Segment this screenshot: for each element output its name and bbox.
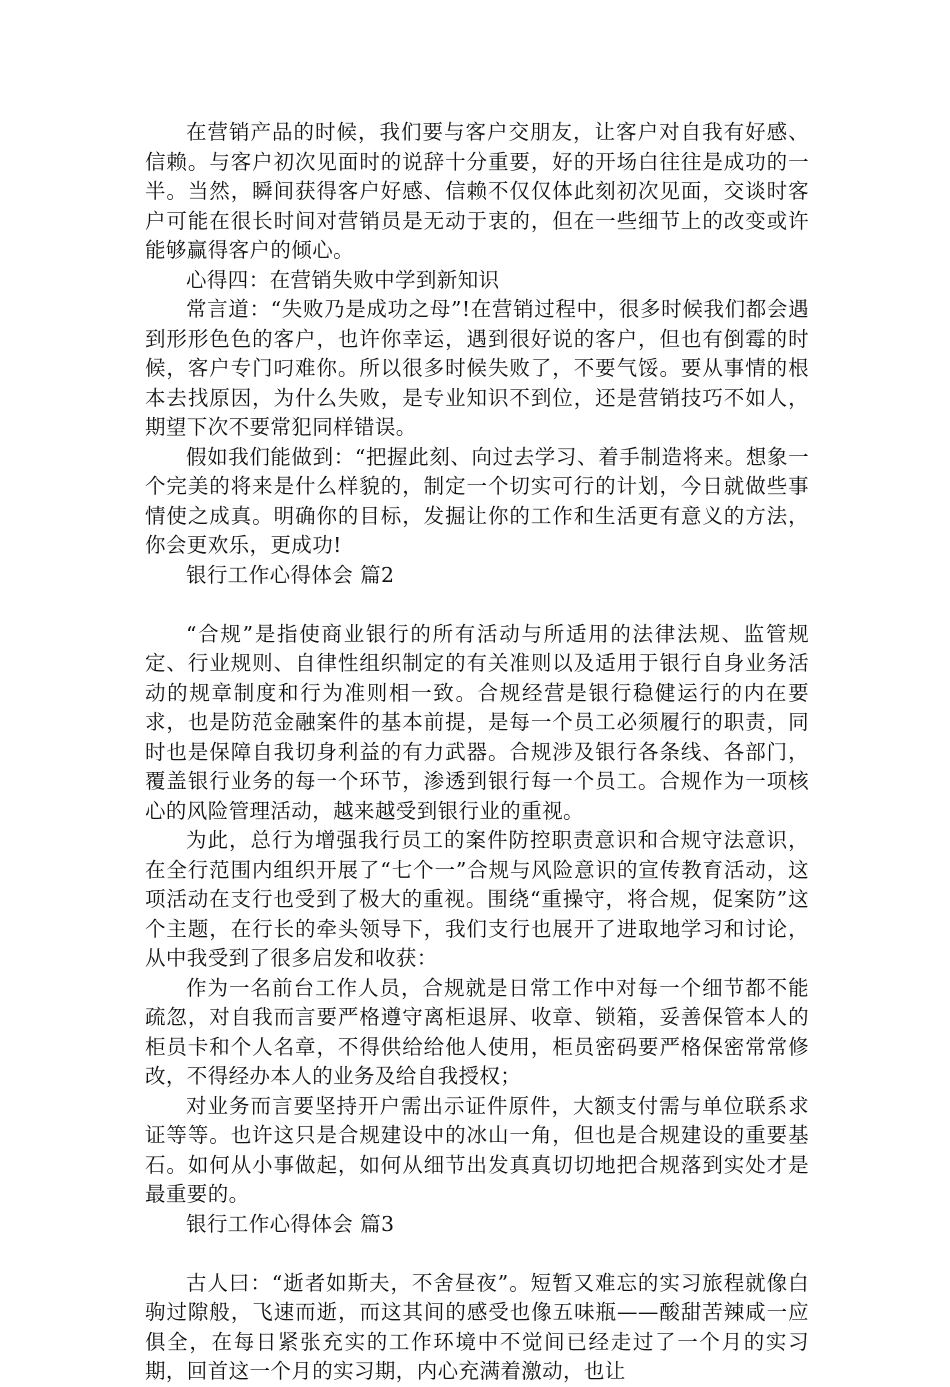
- spacer: [145, 1239, 809, 1269]
- paragraph-compliance-campaign: 为此，总行为增强我行员工的案件防控职责意识和合规守法意识，在全行范围内组织开展了“七个一”合规与风险意识的宣传教育活动，这项活动在支行也受到了极大的重视。围绕“重操守，将合规，促案防”这个主题，在行长的牵头领导下，我们支行也展开了进取地学习和讨论，从中我受到了很多启发和收获：: [145, 828, 809, 970]
- paragraph-learning-from-failure: 常言道：“失败乃是成功之母”!在营销过程中，很多时候我们都会遇到形形色色的客户，也许你幸运，遇到很好说的客户，但也有倒霉的时候，客户专门叼难你。所以很多时候失败了，不要气馁。要从事情的根本去找原因，为什么失败，是专业知识不到位，还是营销技巧不如人，期望下次不要常犯同样错误。: [145, 297, 809, 439]
- spacer: [145, 590, 809, 620]
- paragraph-business-compliance: 对业务而言要坚持开户需出示证件原件，大额支付需与单位联系求证等等。也许这只是合规建设中的冰山一角，但也是合规建设的重要基石。如何从小事做起，如何从细节出发真真切切地把合规落到实处才是最重要的。: [145, 1093, 809, 1206]
- paragraph-front-desk-duties: 作为一名前台工作人员，合规就是日常工作中对每一个细节都不能疏忽，对自我而言要严格遵守离柜退屏、收章、锁箱，妥善保管本人的柜员卡和个人名章，不得供给给他人使用，柜员密码要严格保密常常修改，不得经办本人的业务及给自我授权；: [145, 975, 809, 1088]
- paragraph-compliance-definition: “合规”是指使商业银行的所有活动与所适用的法律法规、监管规定、行业规则、自律性组织制定的有关准则以及适用于银行自身业务活动的规章制度和行为准则相一致。合规经营是银行稳健运行的内在要求，也是防范金融案件的基本前提，是每一个员工必须履行的职责，同时也是保障自我切身利益的有力武器。合规涉及银行各条线、各部门，覆盖银行业务的每一个环节，渗透到银行每一个员工。合规作为一项核心的风险管理活动，越来越受到银行业的重视。: [145, 621, 809, 823]
- document-body: [145, 118, 809, 1387]
- section-title-part-2: 银行工作心得体会 篇2: [186, 562, 395, 587]
- paragraph-internship-reflection: 古人曰：“逝者如斯夫，不舍昼夜”。短暂又难忘的实习旅程就像白驹过隙般，飞速而逝，而这其间的感受也像五味瓶——酸甜苦辣咸一应俱全，在每日紧张充实的工作环境中不觉间已经走过了一个月的实习期，回首这一个月的实习期，内心充满着激动，也让: [145, 1270, 809, 1383]
- section-title-part-3: 银行工作心得体会 篇3: [186, 1211, 395, 1236]
- paragraph-customer-friendship: 在营销产品的时候，我们要与客户交朋友，让客户对自我有好感、信赖。与客户初次见面时的说辞十分重要，好的开场白往往是成功的一半。当然，瞬间获得客户好感、信赖不仅仅体此刻初次见面，交谈时客户可能在很长时间对营销员是无动于衷的，但在一些细节上的改变或许能够赢得客户的倾心。: [145, 120, 809, 262]
- heading-insight-four: 心得四：在营销失败中学到新知识: [186, 267, 500, 292]
- paragraph-plan-future: 假如我们能做到：“把握此刻、向过去学习、着手制造将来。想象一个完美的将来是什么样貌的，制定一个切实可行的计划，今日就做些事情使之成真。明确你的目标，发掘让你的工作和生活更有意义的方法，你会更欢乐，更成功!: [145, 444, 809, 557]
